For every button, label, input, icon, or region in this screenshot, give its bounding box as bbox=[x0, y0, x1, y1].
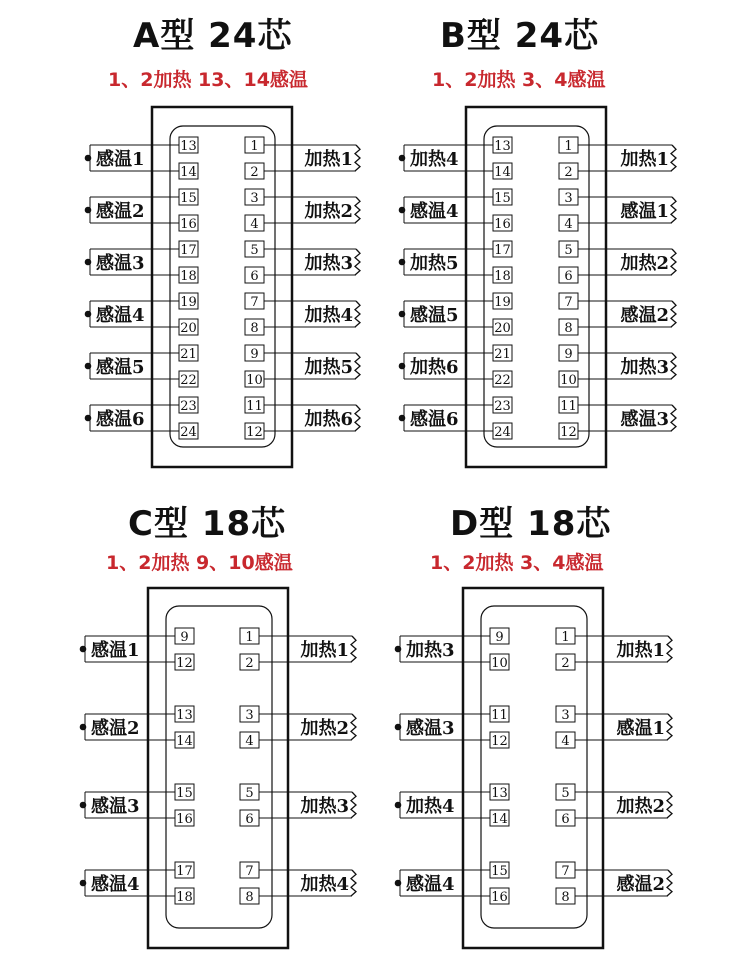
panel-b-title: B型 24芯 bbox=[440, 16, 600, 56]
coil-zigzag-icon bbox=[351, 870, 356, 896]
pin-number: 6 bbox=[250, 269, 259, 284]
dot-terminal-icon bbox=[80, 880, 87, 887]
dot-terminal-icon bbox=[80, 724, 87, 731]
pin-number: 8 bbox=[564, 321, 573, 336]
right-channel-label: 加热6 bbox=[304, 409, 353, 430]
pin-number: 11 bbox=[491, 708, 508, 723]
pin-number: 5 bbox=[245, 786, 254, 801]
left-channel-label: 感温4 bbox=[96, 305, 145, 326]
coil-zigzag-icon bbox=[351, 792, 356, 818]
pin-number: 11 bbox=[246, 399, 263, 414]
pin-number: 9 bbox=[180, 630, 189, 645]
left-channel-label: 加热4 bbox=[406, 796, 455, 817]
left-channel-label: 感温3 bbox=[96, 253, 145, 274]
left-channel-label: 加热6 bbox=[410, 357, 459, 378]
left-channel-label: 感温2 bbox=[91, 718, 140, 739]
coil-zigzag-icon bbox=[355, 301, 360, 327]
dot-terminal-icon bbox=[399, 259, 406, 266]
right-channel-label: 加热4 bbox=[304, 305, 353, 326]
right-channel-label: 感温2 bbox=[620, 305, 669, 326]
pin-number: 22 bbox=[494, 373, 511, 388]
pin-number: 1 bbox=[250, 139, 259, 154]
dot-terminal-icon bbox=[399, 415, 406, 422]
coil-zigzag-icon bbox=[671, 353, 676, 379]
pin-number: 12 bbox=[491, 734, 508, 749]
pin-number: 4 bbox=[564, 217, 573, 232]
dot-terminal-icon bbox=[85, 155, 92, 162]
pin-number: 18 bbox=[180, 269, 197, 284]
left-channel-label: 加热5 bbox=[410, 253, 459, 274]
coil-zigzag-icon bbox=[671, 249, 676, 275]
panel-b-subtitle: 1、2加热 3、4感温 bbox=[432, 69, 606, 91]
pin-number: 20 bbox=[494, 321, 511, 336]
pin-number: 6 bbox=[561, 812, 570, 827]
pin-number: 2 bbox=[250, 165, 259, 180]
right-channel-label: 加热5 bbox=[304, 357, 353, 378]
pin-number: 8 bbox=[250, 321, 259, 336]
coil-zigzag-icon bbox=[355, 249, 360, 275]
dot-terminal-icon bbox=[80, 646, 87, 653]
right-channel-label: 加热1 bbox=[304, 149, 353, 170]
panel-a-title: A型 24芯 bbox=[133, 16, 293, 56]
pin-number: 17 bbox=[494, 243, 511, 258]
pin-number: 7 bbox=[245, 864, 254, 879]
right-channel-label: 感温1 bbox=[616, 718, 665, 739]
right-channel-label: 加热3 bbox=[304, 253, 353, 274]
pin-number: 3 bbox=[564, 191, 573, 206]
left-channel-label: 感温5 bbox=[410, 305, 459, 326]
left-channel-label: 感温5 bbox=[96, 357, 145, 378]
pin-number: 24 bbox=[494, 425, 511, 440]
pin-number: 2 bbox=[564, 165, 573, 180]
pin-number: 9 bbox=[564, 347, 573, 362]
connector-housing bbox=[466, 107, 606, 467]
pin-number: 3 bbox=[245, 708, 254, 723]
coil-zigzag-icon bbox=[671, 301, 676, 327]
pin-number: 11 bbox=[560, 399, 577, 414]
coil-zigzag-icon bbox=[671, 405, 676, 431]
connector-panel-d bbox=[395, 588, 672, 948]
pin-number: 17 bbox=[176, 864, 193, 879]
coil-zigzag-icon bbox=[355, 197, 360, 223]
pin-number: 3 bbox=[561, 708, 570, 723]
pin-number: 1 bbox=[245, 630, 254, 645]
pin-number: 12 bbox=[176, 656, 193, 671]
left-channel-label: 感温6 bbox=[96, 409, 145, 430]
pin-number: 19 bbox=[180, 295, 197, 310]
pin-number: 15 bbox=[494, 191, 511, 206]
pin-number: 21 bbox=[180, 347, 197, 362]
pin-number: 7 bbox=[561, 864, 570, 879]
right-channel-label: 感温1 bbox=[620, 201, 669, 222]
pin-number: 9 bbox=[250, 347, 259, 362]
pin-number: 10 bbox=[246, 373, 263, 388]
pin-number: 4 bbox=[250, 217, 259, 232]
pin-number: 2 bbox=[561, 656, 570, 671]
pin-number: 23 bbox=[494, 399, 511, 414]
right-channel-label: 加热2 bbox=[300, 718, 349, 739]
right-channel-label: 加热1 bbox=[620, 149, 669, 170]
pin-number: 20 bbox=[180, 321, 197, 336]
dot-terminal-icon bbox=[85, 259, 92, 266]
left-channel-label: 感温4 bbox=[410, 201, 459, 222]
right-channel-label: 感温2 bbox=[616, 874, 665, 895]
panel-d-title: D型 18芯 bbox=[450, 504, 612, 544]
pin-number: 15 bbox=[180, 191, 197, 206]
pin-number: 4 bbox=[245, 734, 254, 749]
pin-number: 10 bbox=[491, 656, 508, 671]
coil-zigzag-icon bbox=[355, 145, 360, 171]
pin-number: 15 bbox=[491, 864, 508, 879]
dot-terminal-icon bbox=[85, 415, 92, 422]
coil-zigzag-icon bbox=[667, 870, 672, 896]
pin-number: 7 bbox=[250, 295, 259, 310]
pin-number: 13 bbox=[180, 139, 197, 154]
left-channel-label: 感温3 bbox=[406, 718, 455, 739]
coil-zigzag-icon bbox=[667, 714, 672, 740]
pin-number: 18 bbox=[176, 890, 193, 905]
pin-number: 5 bbox=[564, 243, 573, 258]
pin-number: 1 bbox=[561, 630, 570, 645]
panel-d-subtitle: 1、2加热 3、4感温 bbox=[430, 552, 604, 574]
pin-number: 1 bbox=[564, 139, 573, 154]
pin-number: 14 bbox=[494, 165, 511, 180]
pin-number: 5 bbox=[250, 243, 259, 258]
left-channel-label: 感温1 bbox=[91, 640, 140, 661]
left-channel-label: 加热4 bbox=[410, 149, 459, 170]
left-channel-label: 感温6 bbox=[410, 409, 459, 430]
coil-zigzag-icon bbox=[355, 353, 360, 379]
left-channel-label: 感温4 bbox=[91, 874, 140, 895]
coil-zigzag-icon bbox=[355, 405, 360, 431]
pin-number: 14 bbox=[180, 165, 197, 180]
dot-terminal-icon bbox=[395, 646, 402, 653]
pin-number: 10 bbox=[560, 373, 577, 388]
pin-number: 18 bbox=[494, 269, 511, 284]
right-channel-label: 加热3 bbox=[300, 796, 349, 817]
pin-number: 16 bbox=[176, 812, 193, 827]
left-channel-label: 感温2 bbox=[96, 201, 145, 222]
right-channel-label: 加热2 bbox=[304, 201, 353, 222]
coil-zigzag-icon bbox=[351, 636, 356, 662]
dot-terminal-icon bbox=[85, 363, 92, 370]
pin-number: 22 bbox=[180, 373, 197, 388]
panel-a-subtitle: 1、2加热 13、14感温 bbox=[108, 69, 308, 91]
right-channel-label: 加热1 bbox=[616, 640, 665, 661]
left-channel-label: 感温1 bbox=[96, 149, 145, 170]
left-channel-label: 感温3 bbox=[91, 796, 140, 817]
dot-terminal-icon bbox=[85, 207, 92, 214]
pin-number: 8 bbox=[561, 890, 570, 905]
pin-number: 14 bbox=[176, 734, 193, 749]
connector-panel-b bbox=[399, 107, 676, 467]
dot-terminal-icon bbox=[80, 802, 87, 809]
connector-panel-a bbox=[85, 107, 360, 467]
dot-terminal-icon bbox=[395, 724, 402, 731]
pin-number: 23 bbox=[180, 399, 197, 414]
coil-zigzag-icon bbox=[667, 636, 672, 662]
pin-number: 13 bbox=[176, 708, 193, 723]
pin-number: 6 bbox=[245, 812, 254, 827]
connector-panel-c bbox=[80, 588, 356, 948]
right-channel-label: 加热2 bbox=[616, 796, 665, 817]
panel-c-subtitle: 1、2加热 9、10感温 bbox=[106, 552, 293, 574]
left-channel-label: 加热3 bbox=[406, 640, 455, 661]
pin-number: 15 bbox=[176, 786, 193, 801]
pin-number: 16 bbox=[180, 217, 197, 232]
pin-number: 17 bbox=[180, 243, 197, 258]
coil-zigzag-icon bbox=[671, 145, 676, 171]
pin-number: 2 bbox=[245, 656, 254, 671]
connector-housing bbox=[148, 588, 288, 948]
right-channel-label: 加热1 bbox=[300, 640, 349, 661]
dot-terminal-icon bbox=[395, 880, 402, 887]
pin-number: 9 bbox=[495, 630, 504, 645]
pin-number: 6 bbox=[564, 269, 573, 284]
right-channel-label: 加热3 bbox=[620, 357, 669, 378]
right-channel-label: 加热2 bbox=[620, 253, 669, 274]
pin-number: 19 bbox=[494, 295, 511, 310]
dot-terminal-icon bbox=[399, 207, 406, 214]
right-channel-label: 感温3 bbox=[620, 409, 669, 430]
connector-housing bbox=[152, 107, 292, 467]
pin-number: 16 bbox=[494, 217, 511, 232]
right-channel-label: 加热4 bbox=[300, 874, 349, 895]
pin-number: 13 bbox=[491, 786, 508, 801]
pin-number: 13 bbox=[494, 139, 511, 154]
dot-terminal-icon bbox=[399, 155, 406, 162]
pin-number: 12 bbox=[246, 425, 263, 440]
coil-zigzag-icon bbox=[671, 197, 676, 223]
dot-terminal-icon bbox=[395, 802, 402, 809]
pin-number: 14 bbox=[491, 812, 508, 827]
pin-number: 12 bbox=[560, 425, 577, 440]
coil-zigzag-icon bbox=[667, 792, 672, 818]
pin-number: 21 bbox=[494, 347, 511, 362]
pin-number: 8 bbox=[245, 890, 254, 905]
pin-number: 24 bbox=[180, 425, 197, 440]
pin-number: 7 bbox=[564, 295, 573, 310]
dot-terminal-icon bbox=[85, 311, 92, 318]
pin-number: 5 bbox=[561, 786, 570, 801]
pin-number: 16 bbox=[491, 890, 508, 905]
left-channel-label: 感温4 bbox=[406, 874, 455, 895]
coil-zigzag-icon bbox=[351, 714, 356, 740]
panel-c-title: C型 18芯 bbox=[128, 504, 287, 544]
dot-terminal-icon bbox=[399, 363, 406, 370]
connector-housing bbox=[463, 588, 603, 948]
pin-number: 3 bbox=[250, 191, 259, 206]
pin-number: 4 bbox=[561, 734, 570, 749]
dot-terminal-icon bbox=[399, 311, 406, 318]
